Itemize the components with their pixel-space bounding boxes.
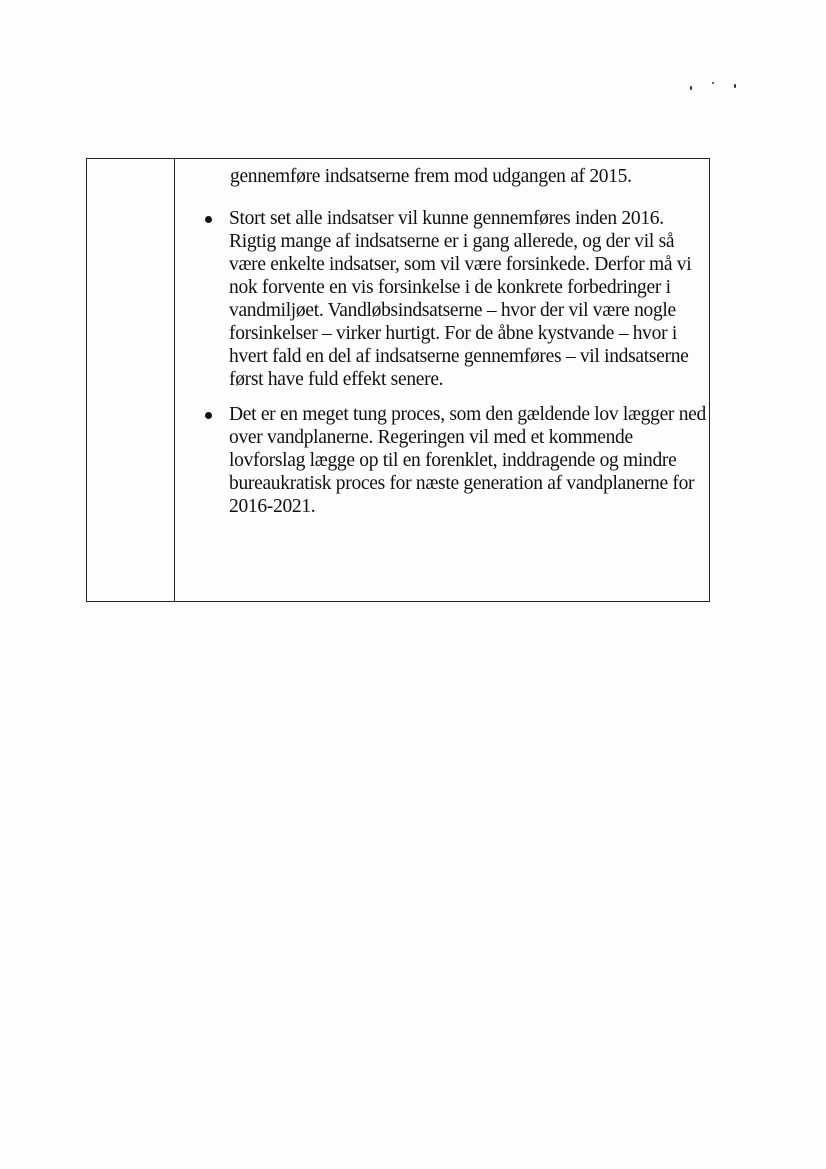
bullet-icon bbox=[205, 216, 212, 223]
table-right-column bbox=[175, 159, 709, 601]
continuation-text: gennemføre indsatserne frem mod udgangen af 2015. bbox=[230, 166, 632, 187]
scan-specks bbox=[686, 82, 746, 92]
table-left-column bbox=[87, 159, 175, 601]
scan-speck bbox=[690, 86, 692, 90]
bullet-item bbox=[203, 403, 713, 518]
bullet-icon bbox=[205, 412, 212, 419]
bullet-text: Stort set alle indsatser vil kunne gennemføres inden 2016. Rigtig mange af indsatserne er i gang allerede, og der vil så være enkelte indsatser, som vil være forsinkede. Derfor må vi nok forvente en vis forsinkelse i de konkrete forbedringer i vandmiljøet. Vandløbsindsatserne – hvor der vil være nogle forsinkelser – virker hurtigt. For de åbne kystvande – hvor i hvert fald en del af indsatserne gennemføres – vil indsatserne først have fuld effekt senere. bbox=[229, 208, 692, 390]
bullet-item bbox=[203, 207, 713, 391]
bullet-text: Det er en meget tung proces, som den gældende lov lægger ned over vandplanerne. Regeringen vil med et kommende lovforslag lægge op til en forenklet, inddragende og mindre bureaukratisk proces for næste generation af vandplanerne for 2016-2021. bbox=[229, 404, 706, 517]
bullet-list bbox=[203, 207, 713, 530]
scan-speck bbox=[712, 82, 714, 84]
document-table bbox=[86, 158, 710, 602]
scan-speck bbox=[734, 84, 736, 88]
